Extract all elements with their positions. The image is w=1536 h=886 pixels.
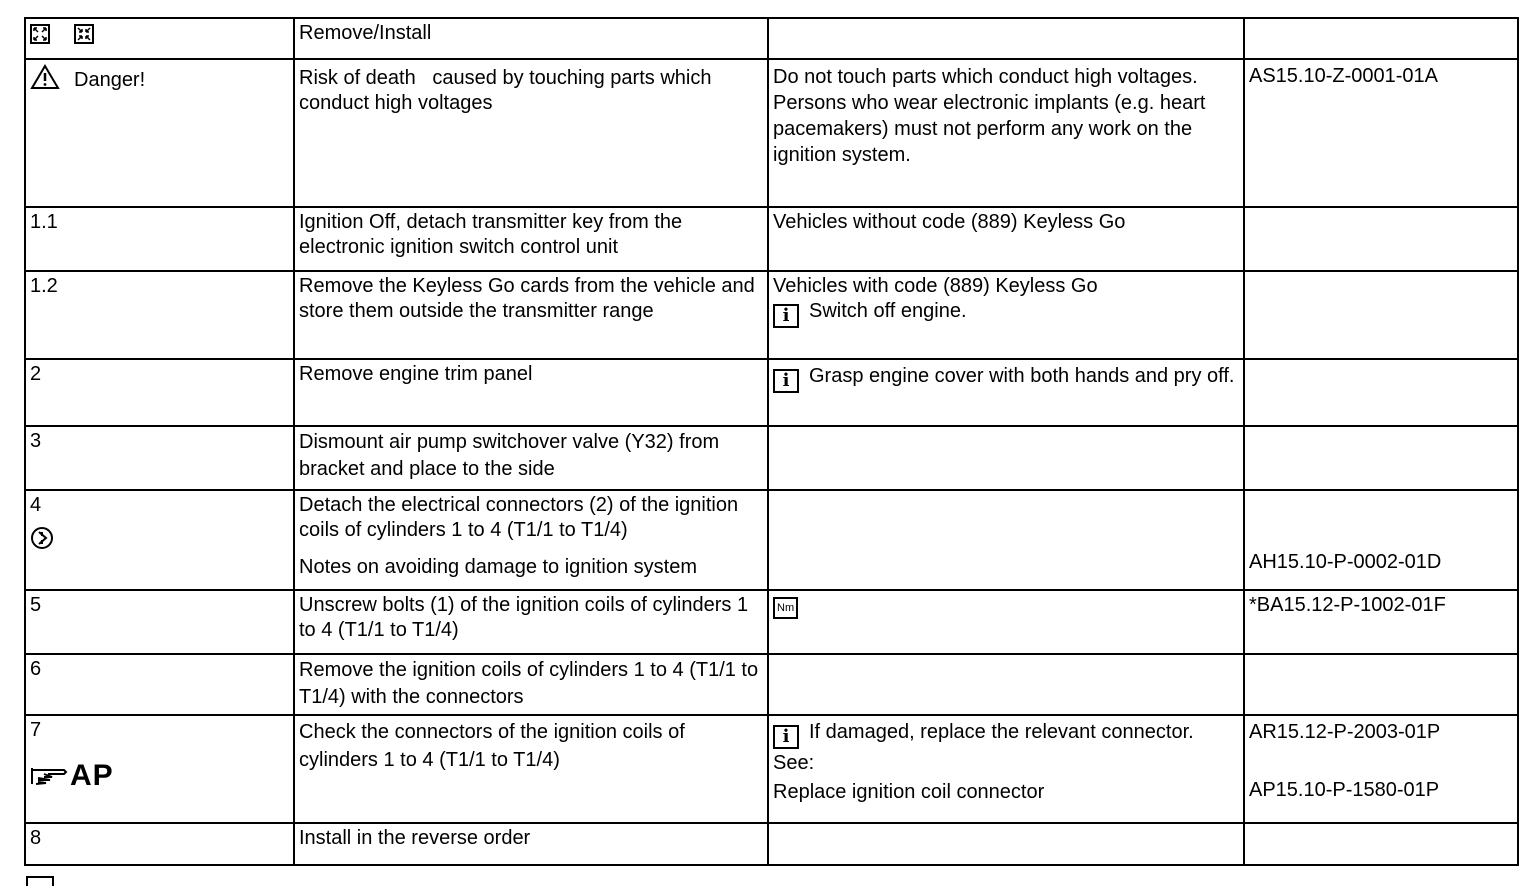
pointing-hand-icon [30,764,70,788]
table-row [25,654,1518,715]
table-row [25,359,1518,426]
danger-ref: AS15.10-Z-0001-01A [1244,59,1518,207]
step-text: Ignition Off, detach transmitter key from the electronic ignition switch control unit [294,207,768,271]
table-row [25,426,1518,490]
see-label: See: [773,752,815,774]
page-footer-mark [26,876,54,886]
procedure-table [24,17,1519,866]
notes-icon [30,526,54,550]
info-icon: i [773,304,799,328]
table-row [25,823,1518,865]
step-text: Unscrew bolts (1) of the ignition coils of cylinders 1 to 4 (T1/1 to T1/4) [294,590,768,654]
info-icon: i [773,369,799,393]
table-row [25,715,1518,823]
danger-measure: Do not touch parts which conduct high voltages. Persons who wear electronic implants (e.g. heart pacemakers) must not perform any work on the ignition system. [768,59,1244,207]
step-notes-text: Notes on avoiding damage to ignition system [299,556,698,578]
danger-cell [25,59,294,207]
step-ref: *BA15.12-P-1002-01F [1244,590,1518,654]
danger-label: Danger! [74,69,146,91]
header-icons-cell [25,18,294,59]
info-text: Grasp engine cover with both hands and pry off. [809,365,1235,387]
step-number: 4 [30,494,42,516]
step-number: 5 [25,590,294,654]
step-number: 6 [25,654,294,715]
step-text: Remove engine trim panel [294,359,768,426]
step-text: Check the connectors of the ignition coils of cylinders 1 to 4 (T1/1 to T1/4) [294,715,768,823]
step-note: Vehicles without code (889) Keyless Go [768,207,1244,271]
info-text: Switch off engine. [809,300,967,322]
table-row [25,207,1518,271]
step-number: 8 [25,823,294,865]
table-row [25,59,1518,207]
table-row [25,18,1518,59]
torque-nm-icon: Nm [773,597,798,619]
step-number: 1.1 [25,207,294,271]
table-row [25,490,1518,590]
step-number: 3 [25,426,294,490]
replace-link[interactable]: Replace ignition coil connector [773,781,1045,803]
step-number: 1.2 [25,271,294,359]
ap-label: AP [70,759,114,793]
danger-risk: Risk of death caused by touching parts which conduct high voltages [294,59,768,207]
info-icon: i [773,725,799,749]
step-ref: AH15.10-P-0002-01D [1249,551,1442,573]
step-number: 7 [30,719,42,741]
step-ref: AR15.12-P-2003-01P [1249,721,1441,743]
step-text: Remove the ignition coils of cylinders 1 to 4 (T1/1 to T1/4) with the connectors [294,654,768,715]
expand-icon [30,24,50,44]
info-text: If damaged, replace the relevant connector. [809,721,1194,743]
step-note: Vehicles with code (889) Keyless Go [773,275,1098,297]
table-row [25,271,1518,359]
step-ref[interactable]: AP15.10-P-1580-01P [1249,779,1440,801]
step-text: Dismount air pump switchover valve (Y32) from bracket and place to the side [294,426,768,490]
warning-icon [30,64,60,90]
step-number: 2 [25,359,294,426]
step-text: Remove the Keyless Go cards from the vehicle and store them outside the transmitter range [294,271,768,359]
operation-title: Remove/Install [294,18,768,59]
step-text: Install in the reverse order [294,823,768,865]
table-row [25,590,1518,654]
step-text: Detach the electrical connectors (2) of the ignition coils of cylinders 1 to 4 (T1/1 to T1/4) [299,494,739,541]
collapse-icon [74,24,94,44]
